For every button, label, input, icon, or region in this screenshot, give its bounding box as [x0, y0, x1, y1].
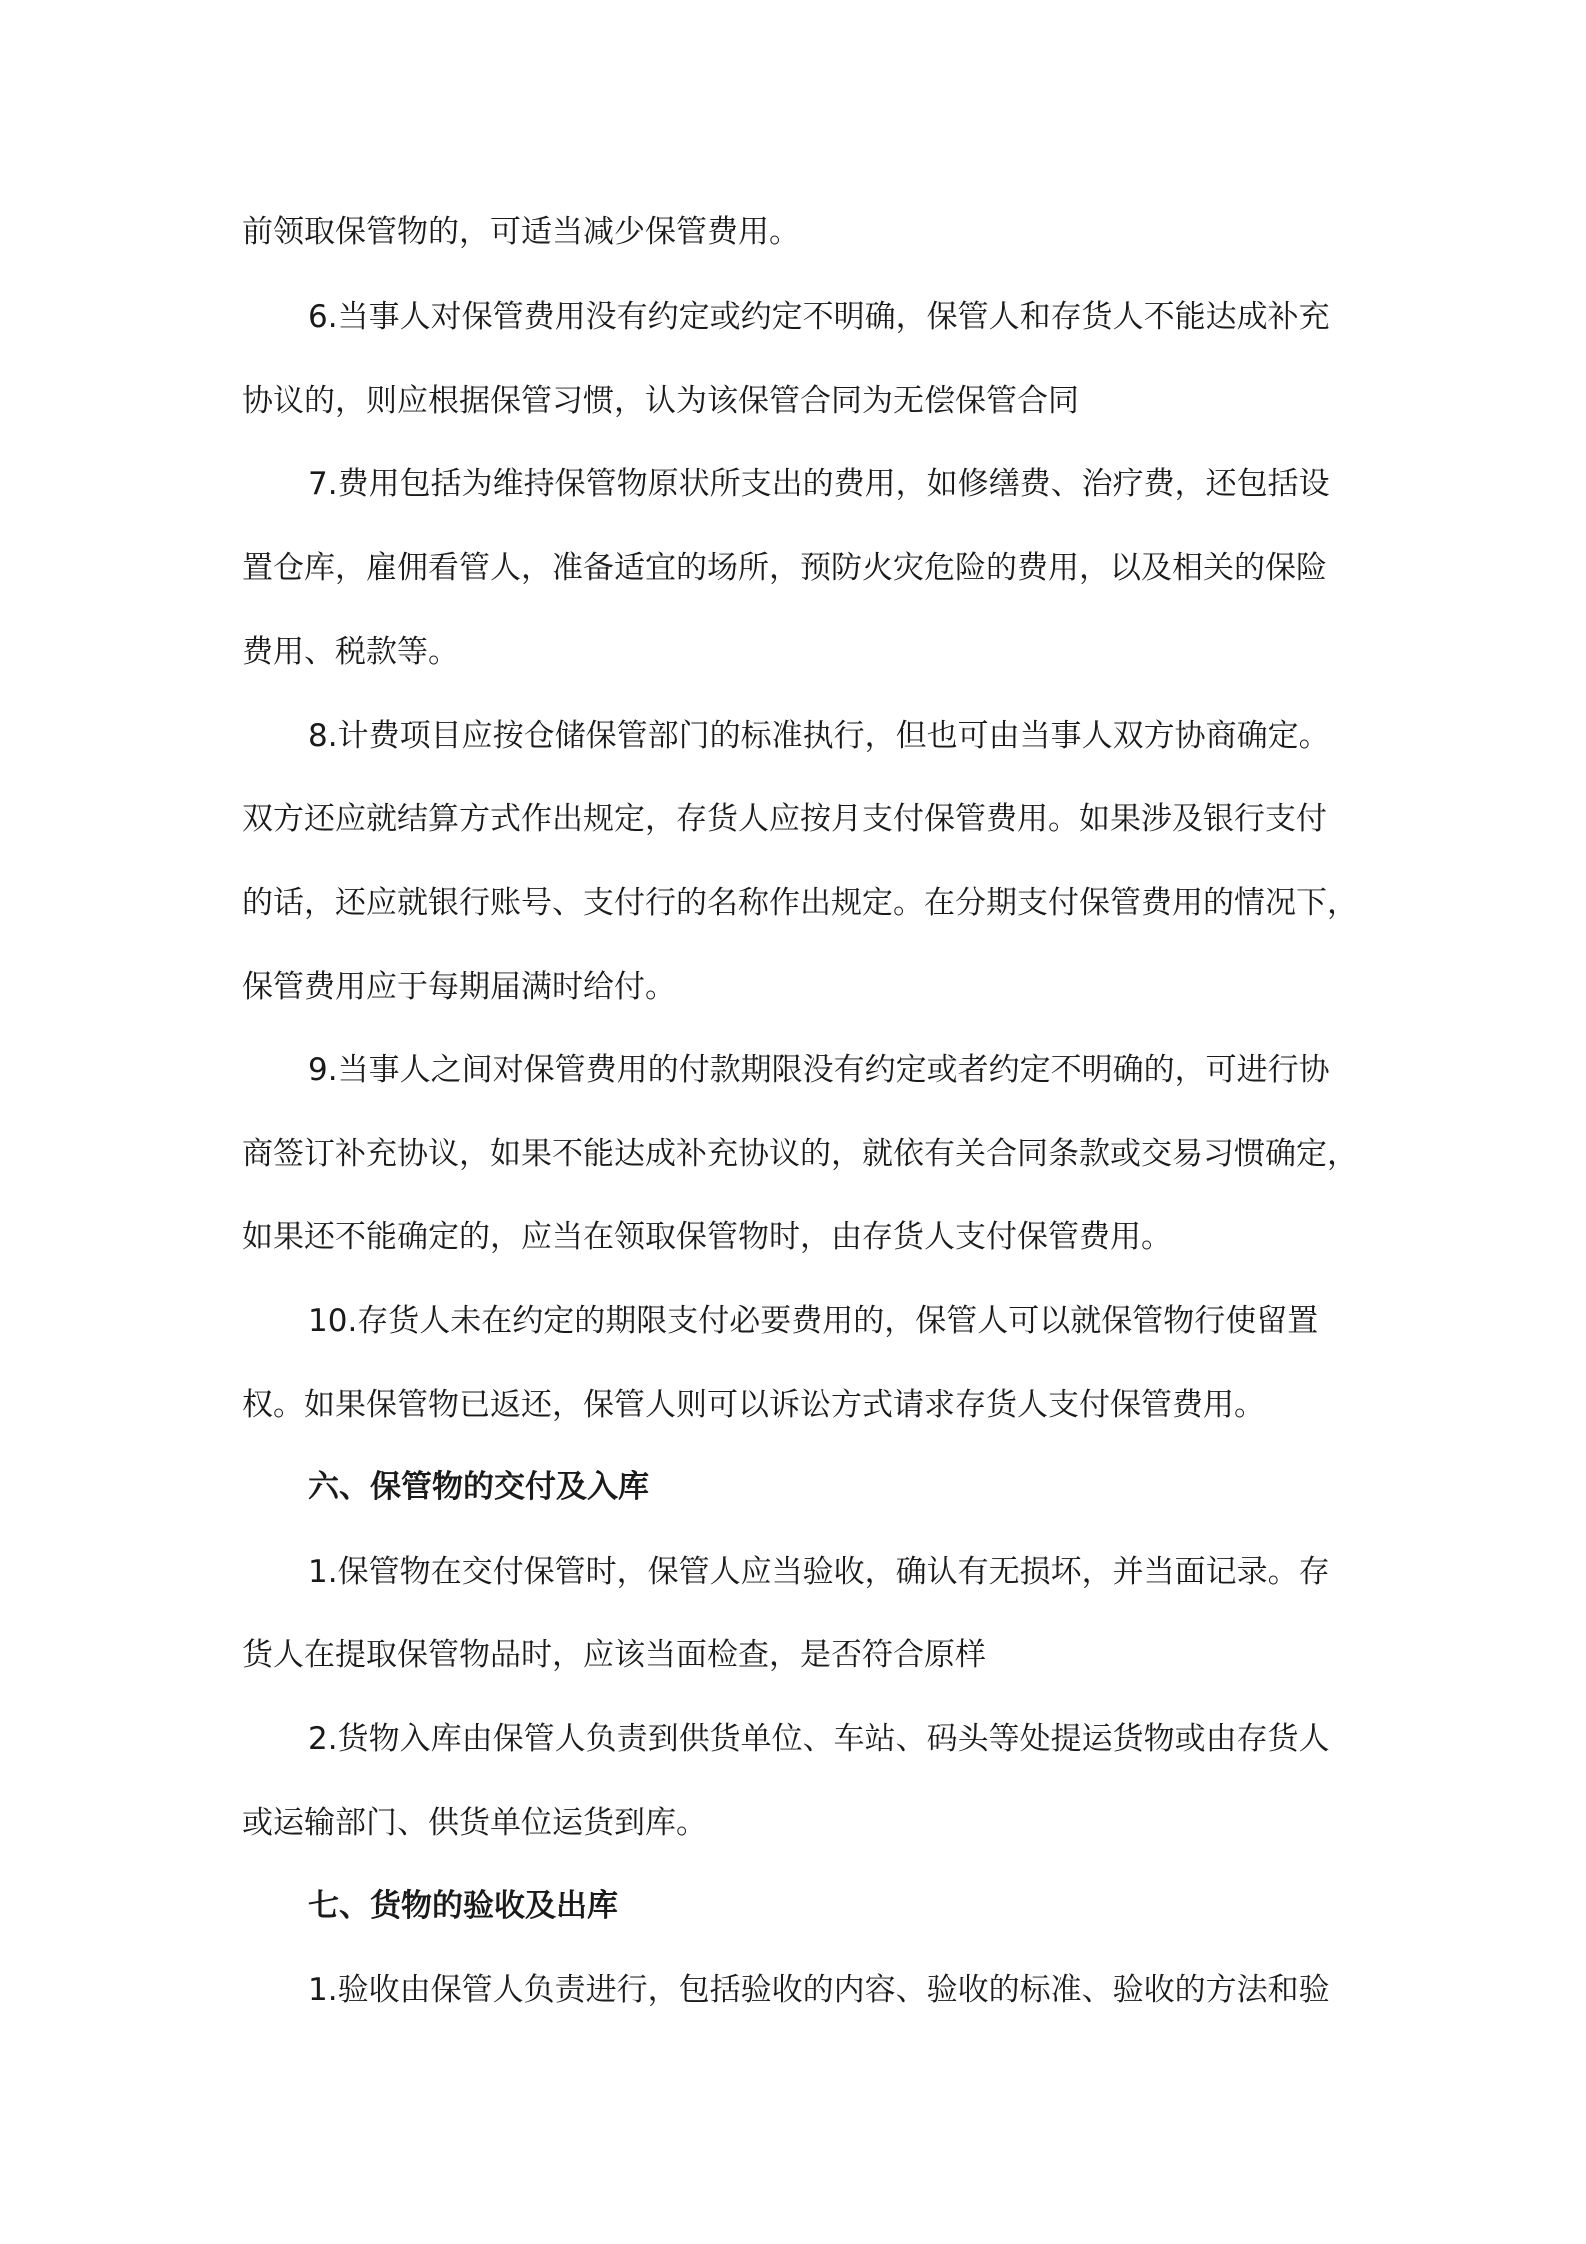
clause-10-line-1: 10.存货人未在约定的期限支付必要费用的，保管人可以就保管物行使留置	[308, 1303, 1319, 1339]
section-6-item-1-line-1: 1.保管物在交付保管时，保管人应当验收，确认有无损坏，并当面记录。存	[308, 1554, 1330, 1590]
section-6-item-1-line-2: 货人在提取保管物品时，应该当面检查，是否符合原样	[242, 1637, 986, 1673]
paragraph-5-continuation-line: 前领取保管物的，可适当减少保管费用。	[242, 214, 800, 250]
clause-7-line-1: 7.费用包括为维持保管物原状所支出的费用，如修缮费、治疗费，还包括设	[308, 466, 1330, 502]
section-6-item-2-line-2: 或运输部门、供货单位运货到库。	[242, 1805, 707, 1841]
clause-9-line-2: 商签订补充协议，如果不能达成补充协议的，就依有关合同条款或交易习惯确定，	[242, 1136, 1358, 1172]
clause-9-line-3: 如果还不能确定的，应当在领取保管物时，由存货人支付保管费用。	[242, 1219, 1172, 1255]
section-6-heading: 六、保管物的交付及入库	[308, 1469, 649, 1505]
section-7-item-1-line-1: 1.验收由保管人负责进行，包括验收的内容、验收的标准、验收的方法和验	[308, 1972, 1330, 2008]
clause-9-line-1: 9.当事人之间对保管费用的付款期限没有约定或者约定不明确的，可进行协	[308, 1052, 1330, 1088]
clause-8-line-3: 的话，还应就银行账号、支付行的名称作出规定。在分期支付保管费用的情况下，	[242, 885, 1358, 921]
clause-6-line-2: 协议的，则应根据保管习惯，认为该保管合同为无偿保管合同	[242, 383, 1079, 419]
section-6-item-2-line-1: 2.货物入库由保管人负责到供货单位、车站、码头等处提运货物或由存货人	[308, 1721, 1330, 1757]
clause-8-line-2: 双方还应就结算方式作出规定，存货人应按月支付保管费用。如果涉及银行支付	[242, 801, 1327, 837]
section-7-heading: 七、货物的验收及出库	[308, 1888, 618, 1924]
clause-6-line-1: 6.当事人对保管费用没有约定或约定不明确，保管人和存货人不能达成补充	[308, 299, 1330, 335]
clause-7-line-3: 费用、税款等。	[242, 634, 459, 670]
clause-8-line-1: 8.计费项目应按仓储保管部门的标准执行，但也可由当事人双方协商确定。	[308, 718, 1330, 754]
clause-10-line-2: 权。如果保管物已返还，保管人则可以诉讼方式请求存货人支付保管费用。	[242, 1387, 1265, 1423]
clause-7-line-2: 置仓库，雇佣看管人，准备适宜的场所，预防火灾危险的费用，以及相关的保险	[242, 550, 1327, 586]
clause-8-line-4: 保管费用应于每期届满时给付。	[242, 969, 676, 1005]
